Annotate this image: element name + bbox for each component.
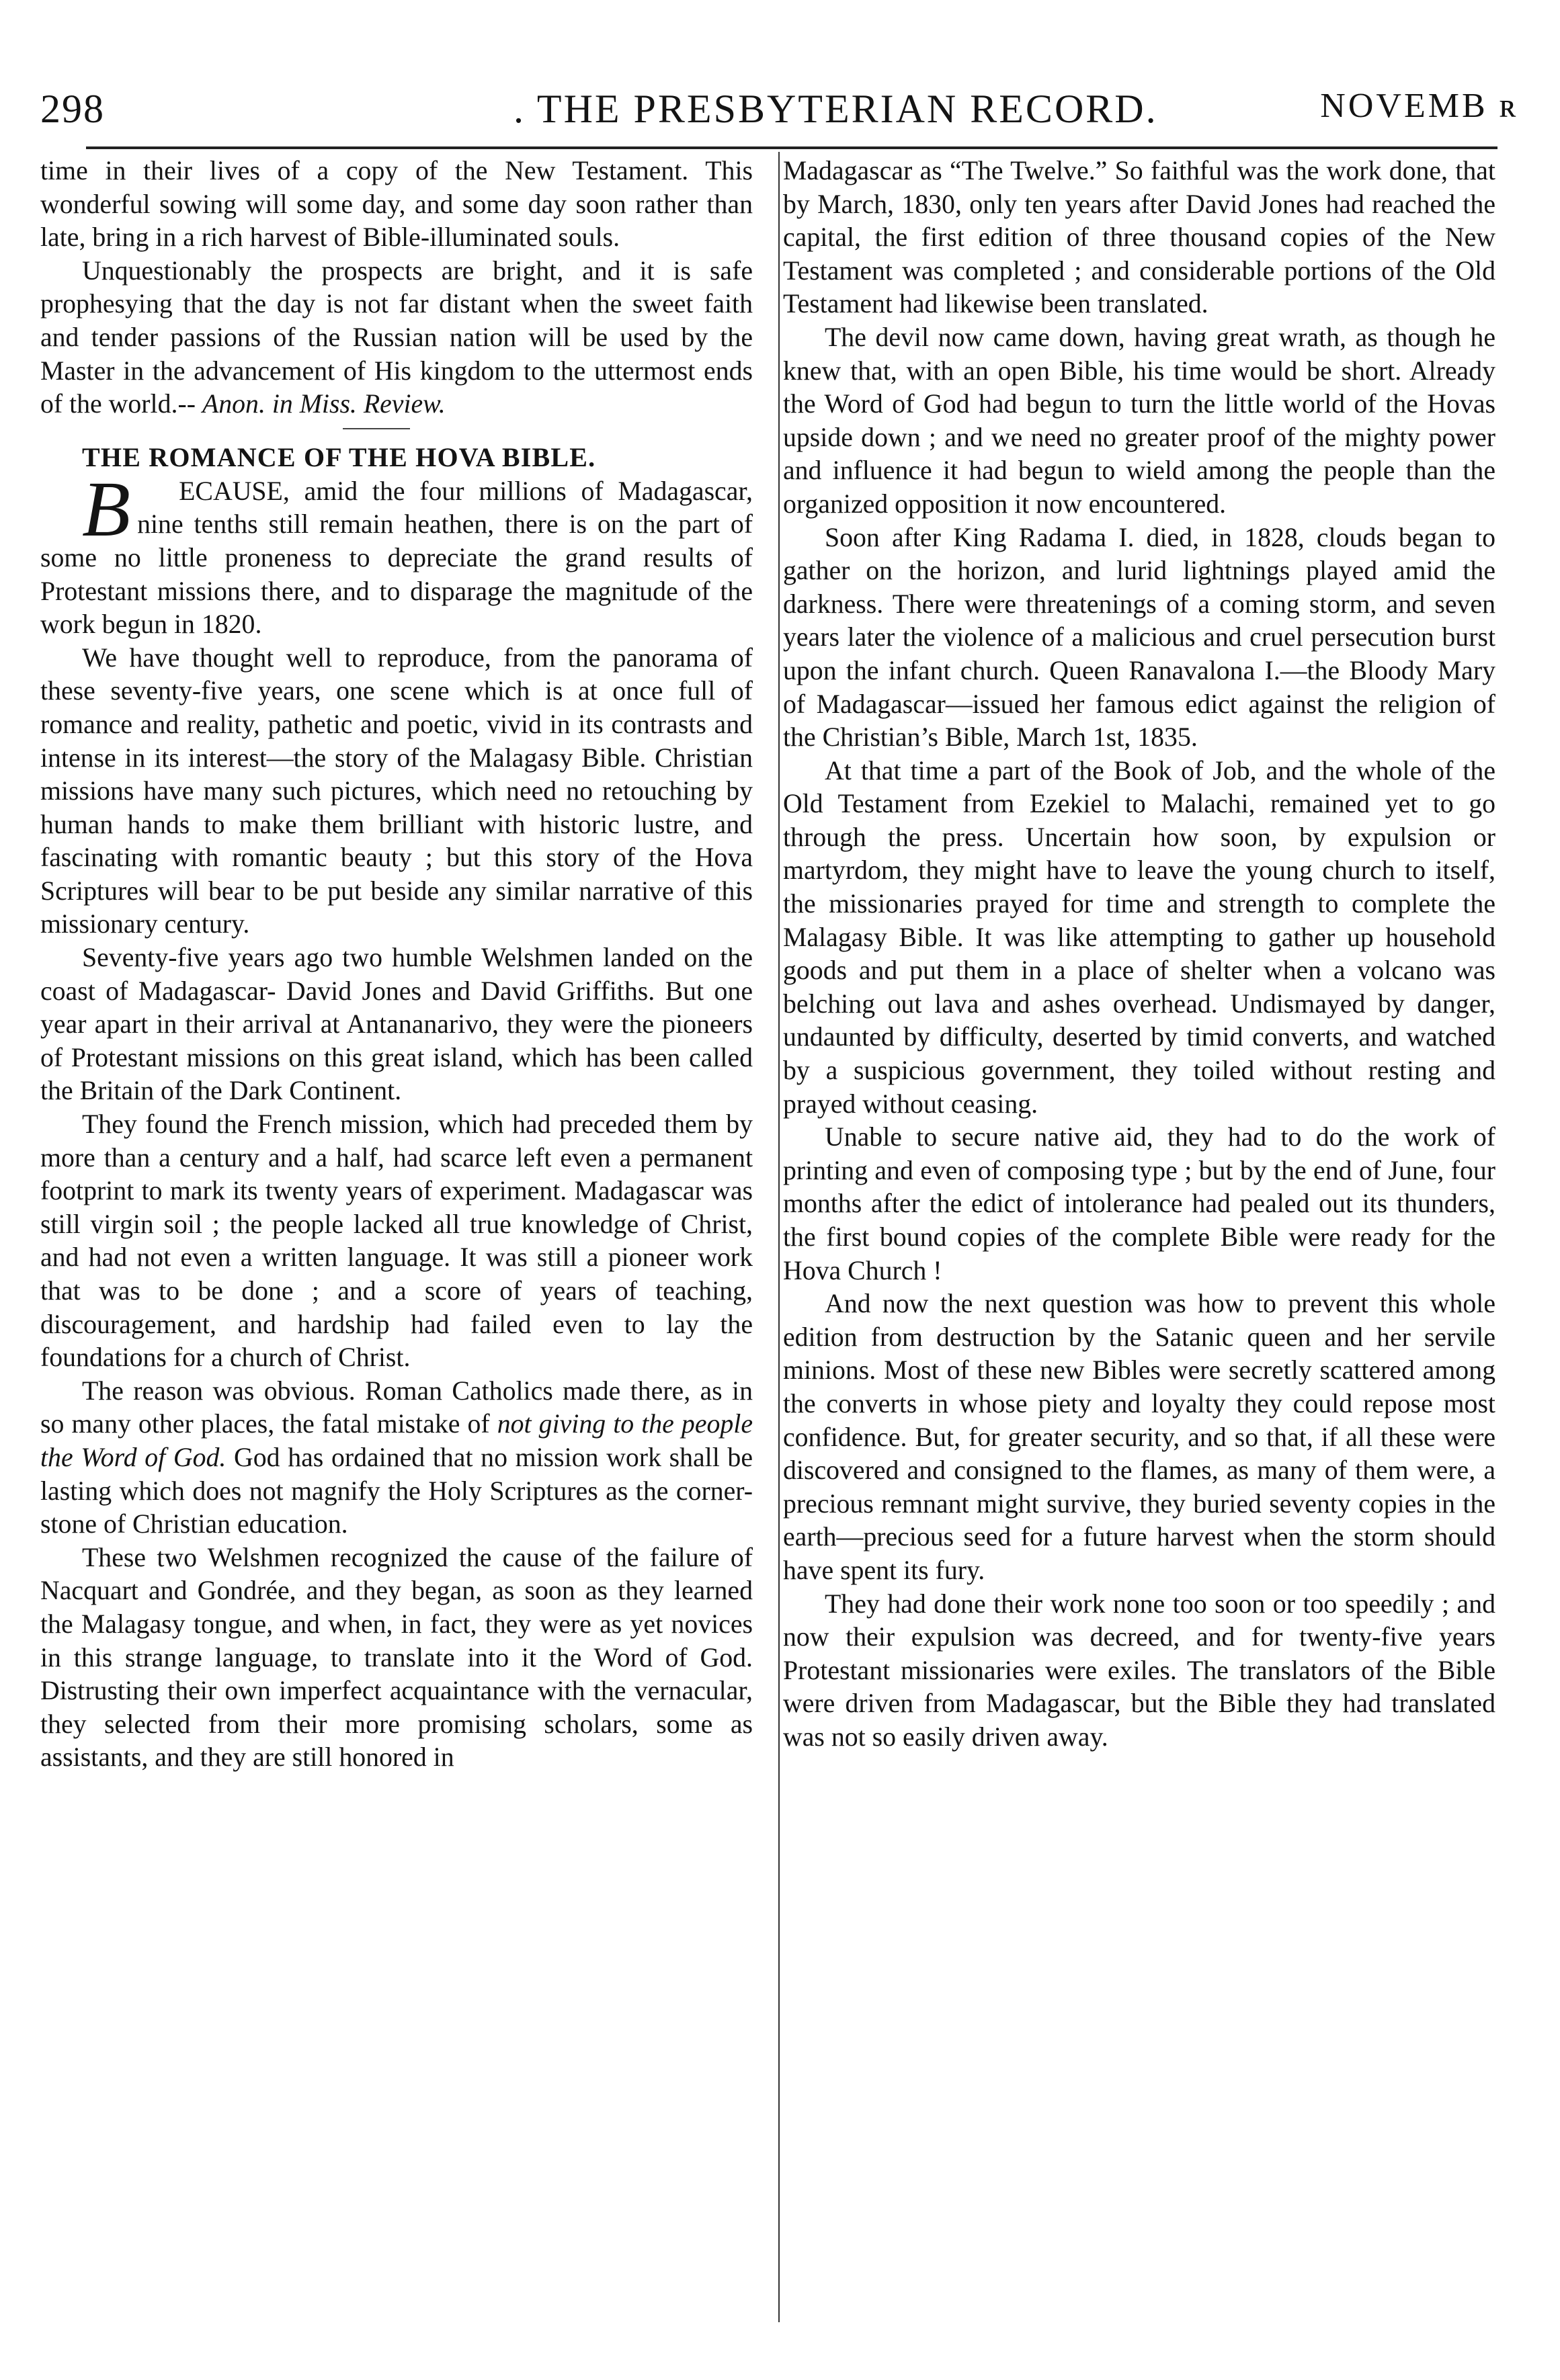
- paragraph-text: The reason was obvious. Roman Catholics made there, as in so many other places, the fatal mistake of: [40, 1375, 753, 1439]
- paragraph: At that time a part of the Book of Job, and the whole of the Old Testament from Ezekiel to Malachi, remained yet to go through the press. Uncertain how soon, by expulsion or martyrdom, they might have to leave the young church to itself, the missionaries prayed for time and strength to complete the Malagasy Bible. It was like attempting to gather up household goods and put them in a place of shelter when a volcano was belching out lava and ashes overhead. Undismayed by danger, undaunted by difficulty, deserted by timid converts, and watched by a suspicious government, they toiled without resting and prayed without ceasing.: [783, 755, 1495, 1119]
- paragraph-text: ECAUSE, amid the four millions of Madagascar, nine tenths still remain heathen, there is on the part of some no little proneness to depreciate the grand results of Protestant missions there, and to disparage the magnitude of the work begun in 1820.: [40, 476, 753, 640]
- paragraph: Soon after King Radama I. died, in 1828, clouds began to gather on the horizon, and lurid lightnings played amid the darkness. There were threatenings of a coming storm, and seven years later the violence of a malicious and cruel persecution burst upon the infant church. Queen Ranavalona I.—the Bloody Mary of Madagascar—issued her famous edict against the religion of the Christian’s Bible, March 1st, 1835.: [783, 522, 1495, 753]
- paragraph: [40, 1375, 753, 1541]
- paragraph-text: God has ordained that no mission work shall be lasting which does not magnify the Holy Scriptures as the corner-stone of Christian education.: [40, 1442, 753, 1539]
- right-column: [783, 155, 1495, 1754]
- column-divider: [778, 152, 780, 2322]
- citation: Anon. in Miss. Review.: [202, 389, 446, 419]
- paragraph: We have thought well to reproduce, from the panorama of these seventy-five years, one scene which is at once full of romance and reality, pathetic and poetic, vivid in its contrasts and intense in its interest—the story of the Malagasy Bible. Christian missions have many such pictures, which need no retouching by human hands to make them brilliant with historic lustre, and fascinating with romantic beauty ; but this story of the Hova Scriptures will bear to be put beside any similar narrative of this missionary century.: [40, 642, 753, 939]
- drop-cap: B: [82, 464, 131, 553]
- running-header: [40, 86, 1519, 140]
- article-heading-block: [40, 428, 753, 475]
- paragraph: They found the French mission, which had preceded them by more than a century and a half, had scarce left even a permanent footprint to mark its twenty years of experiment. Madagascar was still virgin soil ; the people lacked all true knowledge of Christ, and had not even a written language. It was still a pioneer work that was to be done ; and a score of years of teaching, discouragement, and hardship had failed even to lay the foundations for a church of Christ.: [40, 1109, 753, 1373]
- left-column: [40, 155, 753, 1775]
- paragraph: [40, 464, 753, 642]
- page-number: 298: [40, 87, 105, 131]
- issue-month: NOVEMB ʀ: [1320, 87, 1519, 125]
- paragraph-text: Unquestionably the prospects are bright, and it is safe prophesying that the day is not far distant when the sweet faith and tender passions of the Russian nation will be used by the Master in the advancement of His kingdom to the uttermost ends of the world.--: [40, 255, 753, 419]
- paragraph: Unable to secure native aid, they had to do the work of printing and even of composing type ; but by the end of June, four months after the edict of intolerance had pealed out its thunders, the first bound copies of the complete Bible were ready for the Hova Church !: [783, 1122, 1495, 1285]
- paragraph: time in their lives of a copy of the New Testament. This wonderful sowing will some day, and some day soon rather than late, bring in a rich harvest of Bible-illuminated souls.: [40, 156, 753, 253]
- emphasis: not giving to the people the Word of God.: [40, 1409, 753, 1472]
- paragraph: Madagascar as “The Twelve.” So faithful was the work done, that by March, 1830, only ten years after David Jones had reached the capital, the first edition of three thousand copies of the New Testament was completed ; and considerable portions of the Old Testament had likewise been translated.: [783, 156, 1495, 319]
- paragraph: And now the next question was how to prevent this whole edition from destruction by the Satanic queen and her servile minions. Most of these new Bibles were secretly scattered among the converts in whose piety and loyalty they could repose most confidence. But, for greater security, and so that, if all these were discovered and consigned to the flames, as many of them were, a precious remnant might survive, they buried seventy copies in the earth—precious seed for a future harvest when the storm should have spent its fury.: [783, 1289, 1495, 1585]
- journal-title: . THE PRESBYTERIAN RECORD.: [514, 87, 1158, 131]
- paragraph: [40, 255, 753, 421]
- section-rule: [343, 428, 410, 429]
- paragraph: The devil now came down, having great wrath, as though he knew that, with an open Bible, his time would be short. Already the Word of God had begun to turn the little world of the Hovas upside down ; and we need no greater proof of the mighty power and influence it had begun to wield among the people than the organized opposition it now encountered.: [783, 322, 1495, 519]
- header-rule: [86, 146, 1497, 149]
- paragraph: They had done their work none too soon or too speedily ; and now their expulsion was decreed, and for twenty-five years Protestant missionaries were exiles. The translators of the Bible were driven from Madagascar, but the Bible they had translated was not so easily driven away.: [783, 1588, 1495, 1752]
- paragraph: Seventy-five years ago two humble Welshmen landed on the coast of Madagascar- David Jones and David Griffiths. But one year apart in their arrival at Antananarivo, they were the pioneers of Protestant missions on this great island, which has been called the Britain of the Dark Continent.: [40, 943, 753, 1106]
- article-heading: THE ROMANCE OF THE HOVA BIBLE.: [82, 441, 596, 472]
- paragraph: These two Welshmen recognized the cause of the failure of Nacquart and Gondrée, and they began, as soon as they learned the Malagasy tongue, and when, in fact, they were as yet novices in this strange language, to translate into it the Word of God. Distrusting their own imperfect acquaintance with the vernacular, they selected from their more promising scholars, some as assistants, and they are still honored in: [40, 1542, 753, 1773]
